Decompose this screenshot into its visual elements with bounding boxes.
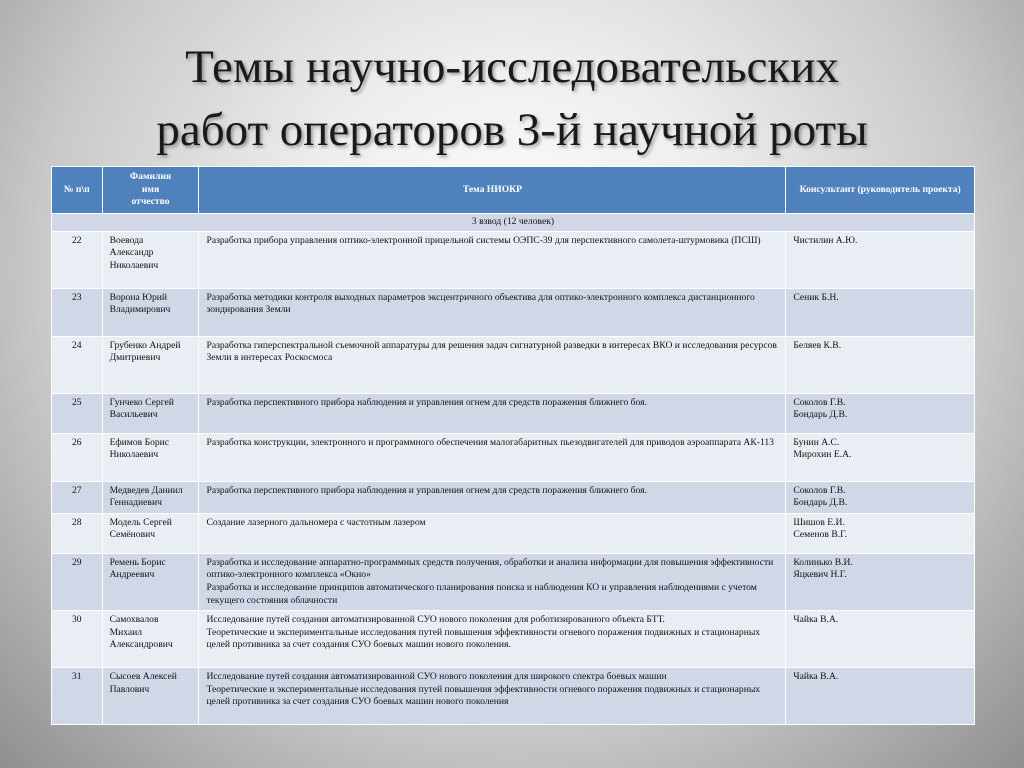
research-topic-line: Исследование путей создания автоматизированной СУО нового поколения для широкого спектра боевых машин: [206, 671, 667, 683]
consultant-name: Чистилин А.Ю.: [793, 234, 858, 246]
person-name: [102, 231, 199, 288]
table-row: [52, 668, 975, 725]
research-topic-line: Теоретические и экспериментальные исследования путей повышения эффективности огневого поражения подвижных и стационарных целей противника за счет создания СУО боевых машин нового поколения: [206, 683, 761, 708]
row-number: 26: [52, 433, 103, 481]
research-topic: [199, 513, 786, 553]
research-topic-line: Разработка конструкции, электронного и программного обеспечения малогабаритных пьезодвигателей для приводов аэроаппарата АК-113: [206, 436, 774, 448]
table-row: [52, 433, 975, 481]
person-name: [102, 336, 199, 393]
person-name: [102, 668, 199, 725]
header-consultant: Консультант (руководитель проекта): [786, 167, 975, 214]
consultant: [786, 481, 975, 513]
consultant-name: Бунин А.С.: [793, 436, 840, 448]
research-topic-line: Создание лазерного дальномера с частотным лазером: [206, 516, 426, 528]
table-row: [52, 336, 975, 393]
header-topic: Тема НИОКР: [199, 167, 786, 214]
research-topic-line: Разработка гиперспектральной съемочной аппаратуры для решения задач сигнатурной разведки в интересах ВКО и исследования ресурсов Земли в интересах Роскосмоса: [206, 339, 777, 364]
consultant-name: Соколов Г.В.: [793, 484, 846, 496]
table-row: [52, 611, 975, 668]
consultant: [786, 553, 975, 610]
row-number: 23: [52, 288, 103, 336]
research-topic-line: Разработка и исследование аппаратно-программных средств получения, обработки и анализа информации для повышения эффективности оптико-электронного комплекса «Окно»: [206, 556, 774, 581]
row-number: 24: [52, 336, 103, 393]
header-name-line: отчество: [131, 196, 170, 208]
row-number: 27: [52, 481, 103, 513]
person-name-line: Ворона Юрий Владимирович: [109, 291, 171, 316]
person-name: [102, 553, 199, 610]
research-topic-line: Разработка методики контроля выходных параметров эксцентричного объектива для оптико-электронного комплекса дистанционного зондирования Земли: [206, 291, 755, 316]
header-name-line: имя: [141, 183, 160, 195]
research-topic: [199, 668, 786, 725]
consultant: [786, 393, 975, 433]
person-name-line: Медведев Даниил Геннадиевич: [109, 484, 183, 509]
consultant-name: Колинько В.И.: [793, 556, 853, 568]
consultant-name: Семенов В.Г.: [793, 529, 847, 541]
table-row: [52, 231, 975, 288]
person-name-line: Самохвалов: [109, 614, 159, 626]
consultant-name: Мирохин Е.А.: [793, 449, 852, 461]
header-row: [52, 167, 975, 214]
row-number: 30: [52, 611, 103, 668]
consultant: [786, 336, 975, 393]
consultant-name: Сеник Б.Н.: [793, 291, 839, 303]
research-topic: [199, 231, 786, 288]
person-name-line: Ремень Борис Андреевич: [109, 556, 166, 581]
person-name: [102, 513, 199, 553]
consultant-name: Бондарь Д.В.: [793, 497, 848, 509]
consultant-name: Бондарь Д.В.: [793, 409, 848, 421]
consultant-name: Шишов Е.И.: [793, 516, 845, 528]
table-row: [52, 553, 975, 610]
research-topic-line: Теоретические и экспериментальные исследования путей повышения эффективности огневого поражения подвижных и стационарных целей противника за счет создания СУО боевых машин нового поколения.: [206, 626, 761, 651]
research-topic: [199, 611, 786, 668]
table-row: [52, 288, 975, 336]
research-topics-table: [51, 166, 975, 725]
person-name-line: Модель Сергей Семёнович: [109, 516, 172, 541]
person-name-line: Воевода: [109, 234, 144, 246]
consultant-name: Соколов Г.В.: [793, 396, 846, 408]
table-row: [52, 481, 975, 513]
table-row: [52, 513, 975, 553]
person-name: [102, 481, 199, 513]
person-name-line: Грубенко Андрей Дмитриевич: [109, 339, 181, 364]
research-topic: [199, 553, 786, 610]
row-number: 25: [52, 393, 103, 433]
research-topic-line: Разработка перспективного прибора наблюдения и управления огнем для средств поражения ближнего боя.: [206, 396, 647, 408]
person-name-line: Сысоев Алексей Павлович: [109, 671, 177, 695]
consultant: [786, 288, 975, 336]
row-number: 31: [52, 668, 103, 725]
title-line-1: Темы научно-исследовательских: [185, 41, 839, 93]
person-name-line: Михаил: [109, 626, 143, 638]
person-name: [102, 393, 199, 433]
research-topic: [199, 393, 786, 433]
person-name-line: Александр: [109, 247, 154, 259]
person-name-line: Николаевич: [109, 259, 159, 271]
row-number: 29: [52, 553, 103, 610]
consultant-name: Чайка В.А.: [793, 614, 839, 626]
research-topic-line: Разработка прибора управления оптико-электронной прицельной системы ОЭПС-39 для перспективного самолета-штурмовика (ПСШ): [206, 234, 761, 246]
person-name: [102, 288, 199, 336]
title-line-2: работ операторов 3-й научной роты: [156, 104, 868, 156]
research-topic-line: Исследование путей создания автоматизированной СУО нового поколения для роботизированного объекта БТТ.: [206, 614, 665, 626]
header-name-line: Фамилия: [129, 171, 172, 183]
consultant-name: Чайка В.А.: [793, 671, 839, 683]
slide-title: [0, 36, 1024, 162]
research-topic-line: Разработка перспективного прибора наблюдения и управления огнем для средств поражения ближнего боя.: [206, 484, 647, 496]
person-name: [102, 611, 199, 668]
row-number: 28: [52, 513, 103, 553]
section-row: [52, 214, 975, 232]
consultant-name: Беляев К.В.: [793, 339, 842, 351]
header-num: № п\п: [52, 167, 103, 214]
research-topic: [199, 336, 786, 393]
header-name: [102, 167, 199, 214]
person-name-line: Александрович: [109, 639, 173, 651]
consultant: [786, 668, 975, 725]
row-number: 22: [52, 231, 103, 288]
consultant: [786, 611, 975, 668]
consultant: [786, 513, 975, 553]
person-name-line: Гунчеко Сергей Васильевич: [109, 396, 174, 421]
person-name-line: Ефимов Борис Николаевич: [109, 436, 170, 461]
research-topic: [199, 481, 786, 513]
research-topic-line: Разработка и исследование принципов автоматического планирования поиска и наблюдения КО и управления наблюдениями с учетом текущего состояния облачности: [206, 581, 757, 606]
research-topic: [199, 433, 786, 481]
research-topic: [199, 288, 786, 336]
person-name: [102, 433, 199, 481]
consultant-name: Яцкевич Н.Г.: [793, 569, 847, 581]
consultant: [786, 231, 975, 288]
section-label: 3 взвод (12 человек): [52, 214, 975, 232]
consultant: [786, 433, 975, 481]
table-row: [52, 393, 975, 433]
